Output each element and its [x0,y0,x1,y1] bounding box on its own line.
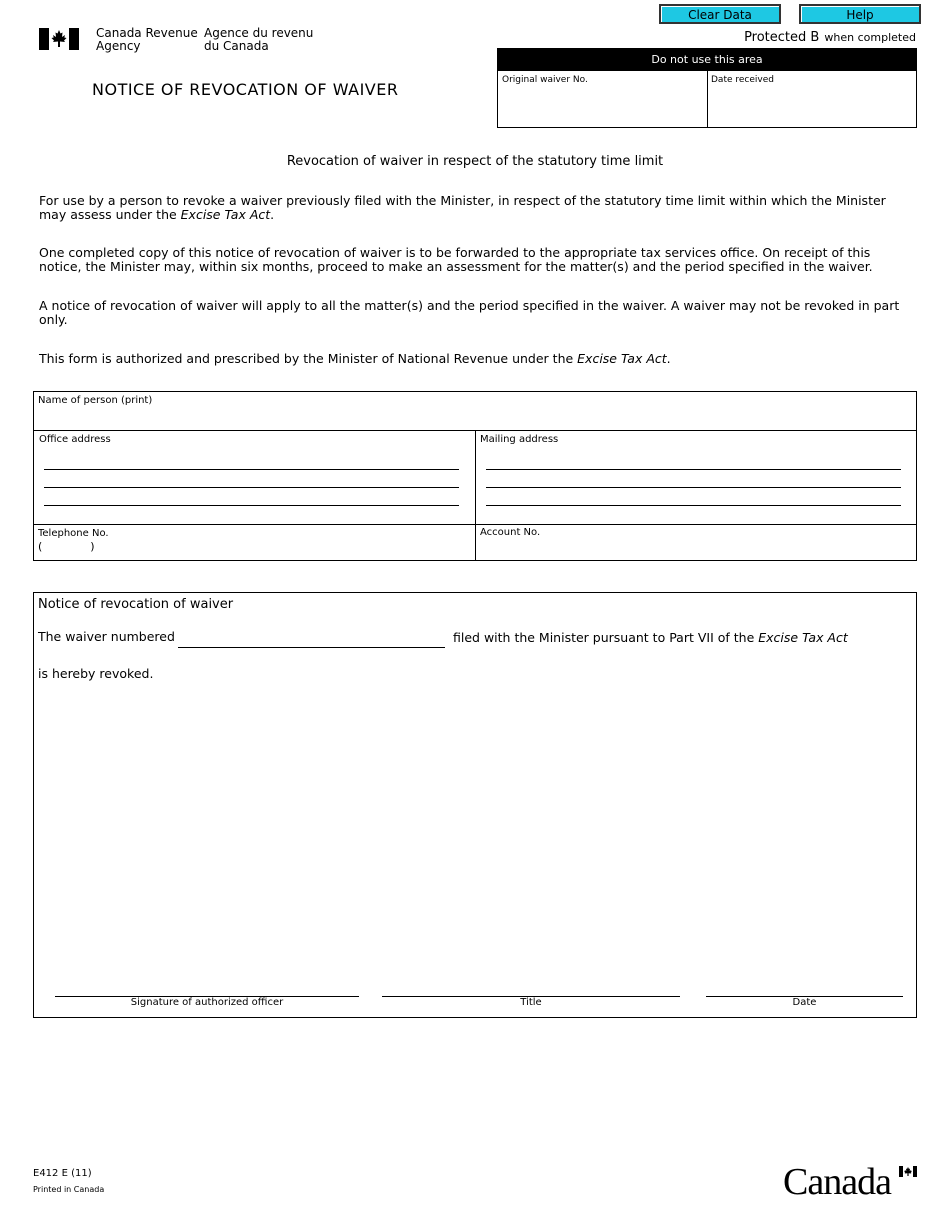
clear-data-button[interactable]: Clear Data [659,4,781,24]
mailing-address-label: Mailing address [480,434,559,445]
person-info-table [33,391,917,561]
paragraph-purpose: For use by a person to revoke a waiver previously filed with the Minister, in respect of the statutory time limit within which the Minister may assess under the Excise Tax Act. [39,193,886,222]
waiver-numbered-text: The waiver numbered [38,629,175,644]
title-label: Title [520,997,542,1008]
account-number-label: Account No. [480,527,541,538]
office-use-box [497,48,917,128]
office-address-label: Office address [39,434,111,445]
canada-wordmark: Canada [783,1160,919,1204]
form-code: E412 E (11) [33,1168,92,1179]
office-address-field[interactable] [44,448,460,508]
address-line [44,469,459,470]
paragraph-scope: A notice of revocation of waiver will apply to all the matter(s) and the period specified in the waiver. A waiver may not be revoked in part only. [39,298,900,327]
address-line [486,487,901,488]
revocation-heading: Notice of revocation of waiver [38,597,234,612]
telephone-label: Telephone No. [38,528,109,539]
title-field[interactable] [382,978,680,997]
name-label: Name of person (print) [38,395,153,406]
printed-in-canada: Printed in Canada [33,1185,105,1194]
divider [34,524,916,525]
office-use-heading: Do not use this area [498,49,916,71]
hereby-revoked-text: is hereby revoked. [38,666,154,681]
divider [475,430,476,561]
mailing-address-field[interactable] [486,448,902,508]
signature-field[interactable] [55,978,359,997]
canada-flag-icon [899,1166,917,1177]
original-waiver-label: Original waiver No. [502,75,588,85]
account-number-field[interactable] [480,540,910,558]
agency-name-fr: Agence du revenu du Canada [204,26,314,53]
divider [707,71,708,128]
signature-label: Signature of authorized officer [130,997,284,1008]
help-button[interactable]: Help [799,4,921,24]
name-field[interactable] [38,407,912,429]
canada-flag-icon [39,28,79,50]
agency-name-en: Canada Revenue Agency [96,26,198,53]
page-title: NOTICE OF REVOCATION OF WAIVER [92,80,399,99]
address-line [486,505,901,506]
address-line [486,469,901,470]
telephone-field[interactable]: ( ) [38,540,95,553]
protected-notice: Protected B when completed [744,30,916,45]
filed-with-text: filed with the Minister pursuant to Part VII of the Excise Tax Act [453,630,848,645]
paragraph-authority: This form is authorized and prescribed by the Minister of National Revenue under the Excise Tax Act. [39,351,671,366]
address-line [44,487,459,488]
address-line [44,505,459,506]
paragraph-forwarding: One completed copy of this notice of revocation of waiver is to be forwarded to the appropriate tax services office. On receipt of this notice, the Minister may, within six months, proceed to make an assessment for the matter(s) and the period specified in the waiver. [39,245,873,274]
date-label: Date [792,997,817,1008]
date-field[interactable] [706,978,903,997]
subtitle: Revocation of waiver in respect of the statutory time limit [286,154,664,169]
date-received-label: Date received [711,75,774,85]
waiver-number-input[interactable] [178,629,445,648]
revocation-section [33,592,917,1018]
